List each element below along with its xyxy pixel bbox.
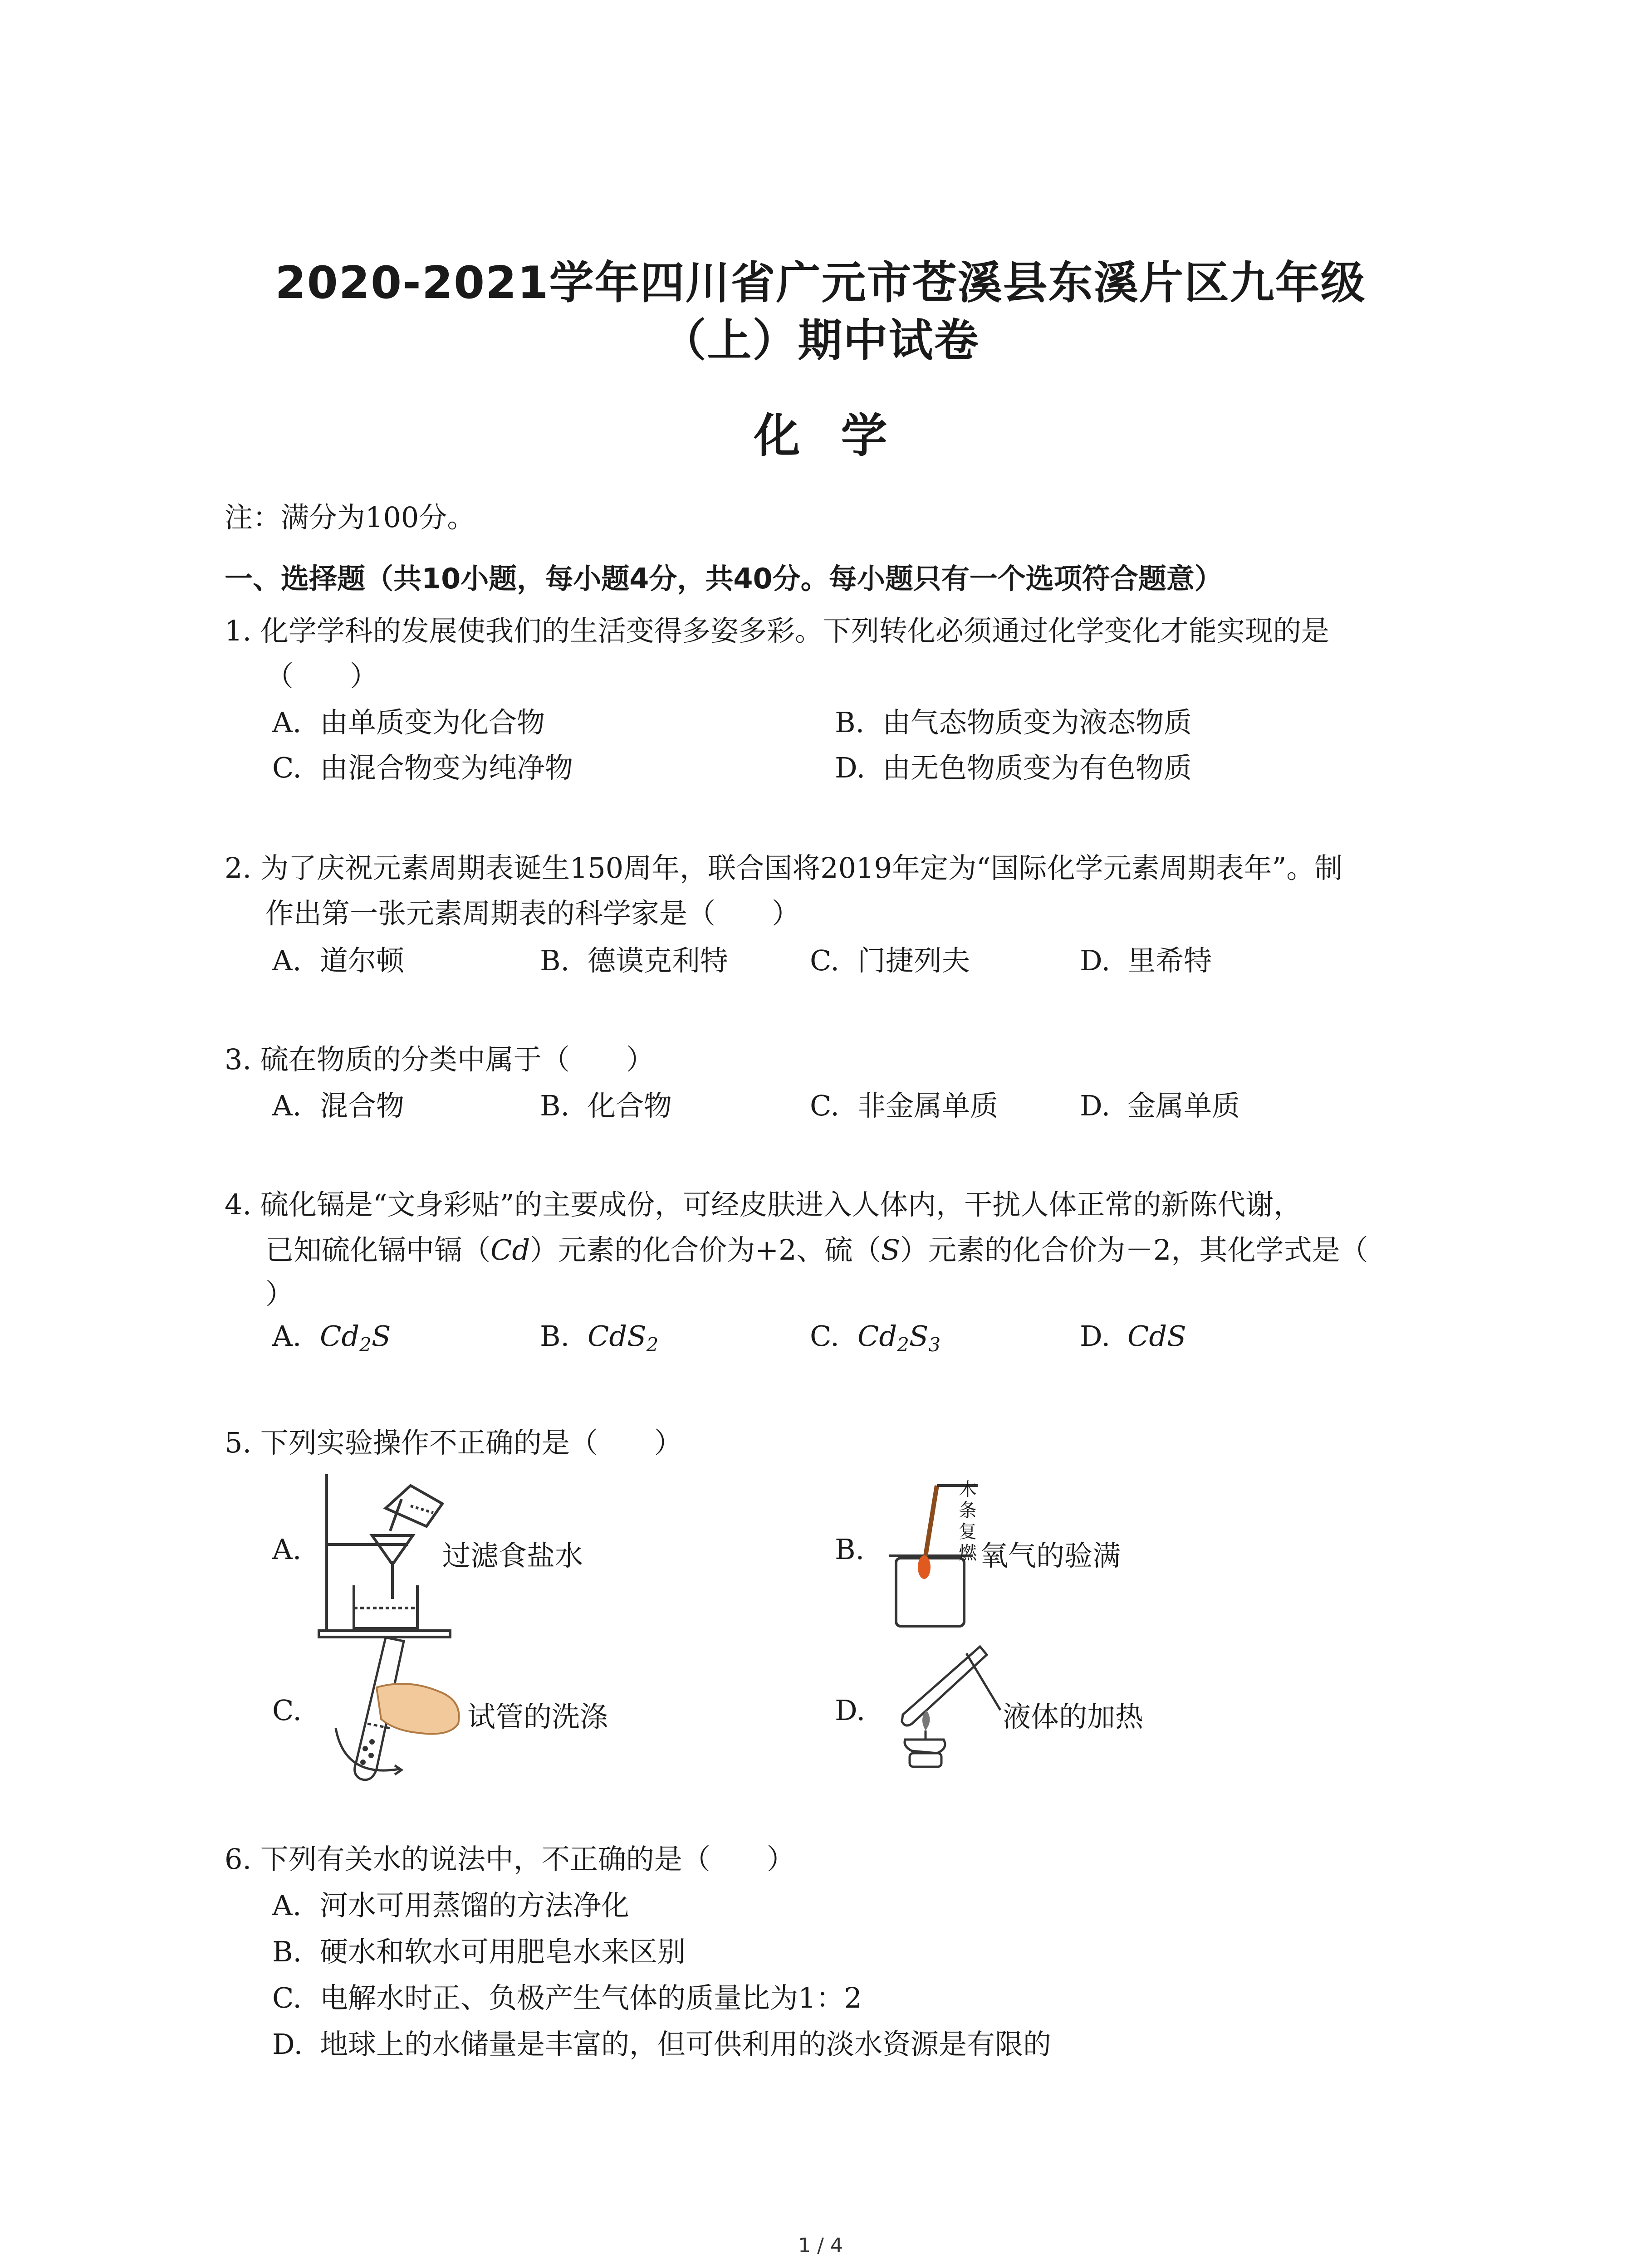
- question-1-stem: 1. 化学学科的发展使我们的生活变得多姿多彩。下列转化必须通过化学变化才能实现的是: [225, 614, 1329, 647]
- formula: CdS: [1127, 1320, 1186, 1353]
- question-5-option-d-label: D.: [835, 1694, 866, 1727]
- formula: $Cd_2S$: [320, 1320, 391, 1356]
- question-4-option-d: [1080, 1320, 1186, 1353]
- option-text: 混合物: [320, 1089, 405, 1122]
- question-6-option-c: [272, 1981, 862, 2014]
- option-label: D.: [272, 2028, 303, 2061]
- question-6-option-b: [272, 1935, 686, 1968]
- option-label: A.: [272, 1320, 302, 1353]
- option-text: 硬水和软水可用肥皂水来区别: [320, 1935, 686, 1968]
- question-2-stem: 2. 为了庆祝元素周期表诞生150周年，联合国将2019年定为“国际化学元素周期表年”。制: [225, 851, 1343, 885]
- filtration-apparatus-icon: [318, 1472, 454, 1640]
- question-1-option-c: [272, 751, 573, 784]
- alcohol-lamp-heating-icon: [885, 1637, 1007, 1774]
- option-label: C.: [810, 1089, 839, 1122]
- option-text: 电解水时正、负极产生气体的质量比为1：2: [320, 1981, 862, 2014]
- option-text: 地球上的水储量是丰富的，但可供利用的淡水资源是有限的: [320, 2028, 1052, 2061]
- option-text: 由混合物变为纯净物: [320, 751, 573, 784]
- question-3-option-c: [810, 1089, 999, 1122]
- option-label: B.: [540, 1089, 570, 1122]
- question-3-option-d: [1080, 1089, 1240, 1122]
- test-tube-washing-icon: [318, 1633, 467, 1787]
- stem-part: ）元素的化合价为－2，其化学式是（: [900, 1233, 1368, 1266]
- option-text: 德谟克利特: [588, 944, 729, 977]
- question-6-option-a: [272, 1889, 630, 1922]
- option-label: A.: [272, 1889, 302, 1922]
- question-1-option-b: [835, 706, 1192, 739]
- option-label: C.: [272, 1981, 302, 2014]
- question-2-option-a: [272, 944, 405, 977]
- option-label: A.: [272, 1089, 302, 1122]
- question-5-option-a-label: A.: [272, 1533, 302, 1566]
- option-label: C.: [810, 1320, 839, 1353]
- question-2-option-d: [1080, 944, 1212, 977]
- option-label: D.: [1080, 1320, 1111, 1353]
- question-5-option-b-caption: 氧气的验满: [980, 1539, 1121, 1572]
- splint-label-char: 条: [959, 1500, 977, 1521]
- option-label: C.: [272, 751, 302, 784]
- option-text: 道尔顿: [320, 944, 405, 977]
- question-5-stem: 5. 下列实验操作不正确的是（ ）: [225, 1426, 682, 1459]
- option-text: 里希特: [1127, 944, 1212, 977]
- formula: $Cd_2S_3$: [857, 1320, 941, 1356]
- question-4-stem-cont: [265, 1233, 1368, 1266]
- question-5-option-b-label: B.: [835, 1533, 865, 1566]
- question-4-stem-end: ）: [265, 1277, 294, 1310]
- exam-title-line1: 2020-2021学年四川省广元市苍溪县东溪片区九年级: [275, 257, 1366, 309]
- question-6-stem: 6. 下列有关水的说法中，不正确的是（ ）: [225, 1843, 795, 1876]
- question-3-option-b: [540, 1089, 672, 1122]
- question-1-stem-cont: （ ）: [265, 660, 378, 693]
- question-5-option-c-caption: 试管的洗涤: [467, 1700, 608, 1733]
- option-label: B.: [272, 1935, 302, 1968]
- question-5-option-d-caption: 液体的加热: [1003, 1700, 1144, 1733]
- option-text: 门捷列夫: [857, 944, 970, 977]
- option-text: 河水可用蒸馏的方法净化: [320, 1889, 630, 1922]
- question-6-option-d: [272, 2028, 1052, 2061]
- sulfur-symbol: S: [881, 1233, 901, 1266]
- option-label: B.: [835, 706, 865, 739]
- question-2-stem-cont: 作出第一张元素周期表的科学家是（ ）: [265, 897, 800, 930]
- question-3-option-a: [272, 1089, 405, 1122]
- option-text: 由无色物质变为有色物质: [882, 751, 1192, 784]
- question-2-option-c: [810, 944, 970, 977]
- question-4-option-b: [540, 1322, 658, 1354]
- question-4-stem: 4. 硫化镉是“文身彩贴”的主要成份，可经皮肤进入人体内，干扰人体正常的新陈代谢，: [225, 1188, 1302, 1221]
- splint-label-char: 燃: [959, 1543, 977, 1564]
- question-4-option-a: [272, 1322, 391, 1354]
- option-text: 化合物: [588, 1089, 672, 1122]
- option-text: 金属单质: [1127, 1089, 1240, 1122]
- page-number: 1 / 4: [798, 2234, 843, 2257]
- option-label: D.: [1080, 1089, 1111, 1122]
- formula: CdS$_2$: [588, 1320, 659, 1356]
- question-5-option-c-label: C.: [272, 1694, 302, 1727]
- stem-part: ）元素的化合价为+2、硫（: [530, 1233, 881, 1266]
- option-label: D.: [1080, 944, 1111, 977]
- option-label: D.: [835, 751, 866, 784]
- question-1-option-a: [272, 706, 545, 739]
- splint-label-char: 复: [959, 1521, 977, 1542]
- option-label: A.: [272, 706, 302, 739]
- cadmium-symbol: Cd: [490, 1233, 530, 1266]
- splint-label-char: 木: [959, 1479, 977, 1500]
- option-text: 由气态物质变为液态物质: [882, 706, 1192, 739]
- question-5-option-a-caption: 过滤食盐水: [442, 1539, 583, 1572]
- option-label: A.: [272, 944, 302, 977]
- question-2-option-b: [540, 944, 729, 977]
- exam-title-line2: （上）期中试卷: [661, 315, 980, 367]
- section-heading-choice: 一、选择题（共10小题，每小题4分，共40分。每小题只有一个选项符合题意）: [225, 562, 1223, 595]
- stem-part: 已知硫化镉中镉（: [265, 1233, 491, 1266]
- question-4-option-c: [810, 1322, 941, 1354]
- question-1-option-d: [835, 751, 1192, 784]
- option-label: B.: [540, 944, 570, 977]
- subject-title: 化学: [754, 409, 928, 463]
- option-text: 非金属单质: [857, 1089, 999, 1122]
- option-label: C.: [810, 944, 839, 977]
- option-text: 由单质变为化合物: [320, 706, 545, 739]
- option-label: B.: [540, 1320, 570, 1353]
- question-3-stem: 3. 硫在物质的分类中属于（ ）: [225, 1043, 654, 1076]
- score-note: 注：满分为100分。: [225, 501, 475, 534]
